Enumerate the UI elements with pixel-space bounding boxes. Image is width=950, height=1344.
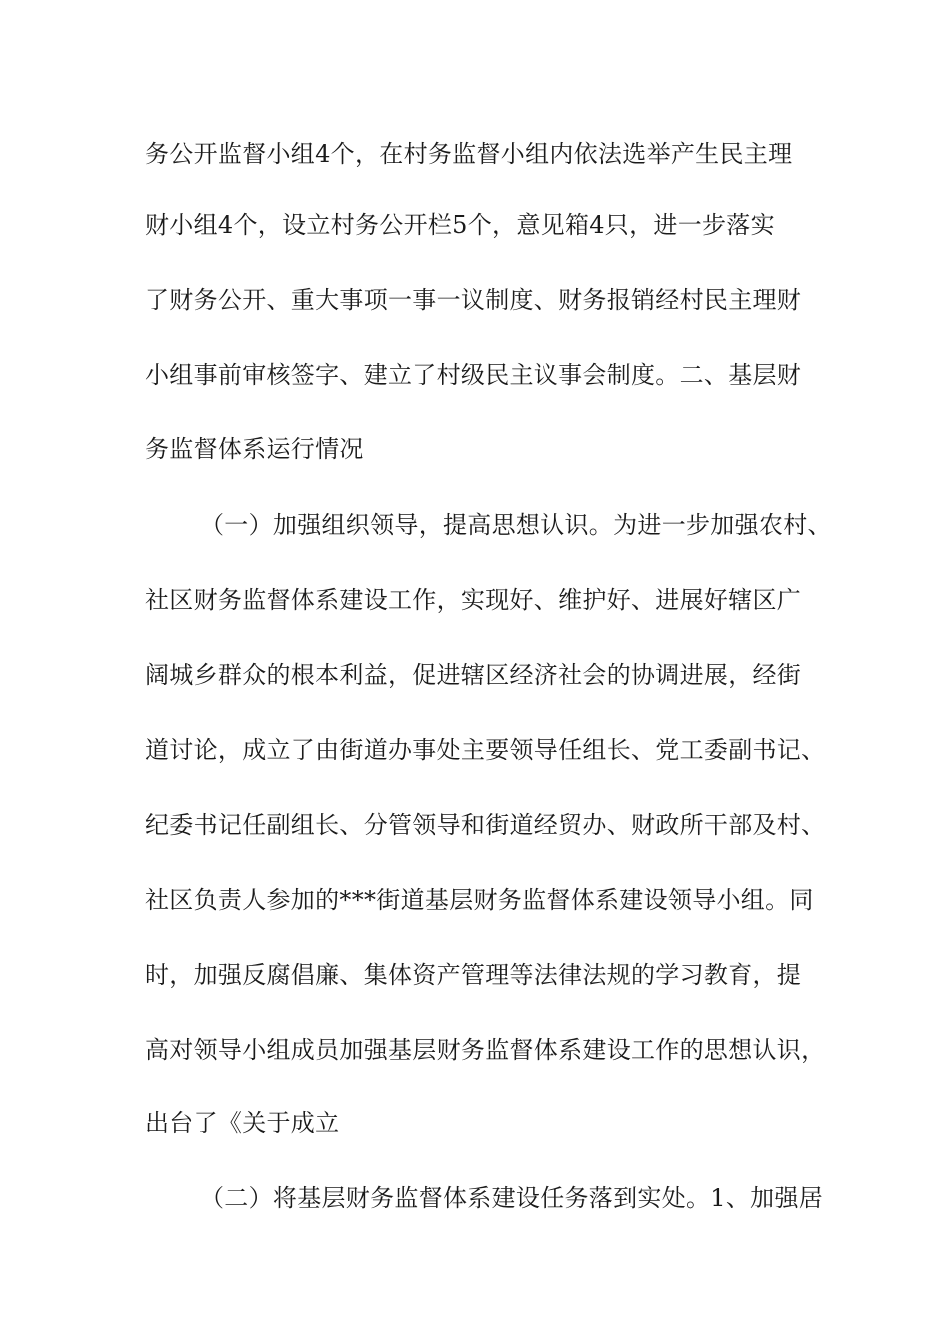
text-line: 道讨论，成立了由街道办事处主要领导任组长、党工委副书记、 bbox=[145, 736, 826, 764]
text-line: 出台了《关于成立 bbox=[145, 1109, 340, 1137]
text-line: 纪委书记任副组长、分管领导和街道经贸办、财政所干部及村、 bbox=[145, 811, 826, 839]
text-line: 财小组4个，设立村务公开栏5个，意见箱4只，进一步落实 bbox=[145, 211, 775, 239]
text-line: 社区财务监督体系建设工作，实现好、维护好、进展好辖区广 bbox=[145, 586, 802, 614]
paragraph-start-line: （一）加强组织领导，提高思想认识。为进一步加强农村、 bbox=[200, 511, 832, 539]
text-line: 高对领导小组成员加强基层财务监督体系建设工作的思想认识， bbox=[145, 1036, 826, 1064]
text-line: 了财务公开、重大事项一事一议制度、财务报销经村民主理财 bbox=[145, 286, 802, 314]
text-line: 务监督体系运行情况 bbox=[145, 435, 364, 463]
text-line: 社区负责人参加的***街道基层财务监督体系建设领导小组。同 bbox=[145, 886, 814, 914]
text-line: 小组事前审核签字、建立了村级民主议事会制度。二、基层财 bbox=[145, 361, 802, 389]
text-line: 阔城乡群众的根本利益，促进辖区经济社会的协调进展，经街 bbox=[145, 661, 802, 689]
text-line: 时，加强反腐倡廉、集体资产管理等法律法规的学习教育，提 bbox=[145, 961, 802, 989]
text-line: 务公开监督小组4个，在村务监督小组内依法选举产生民主理 bbox=[145, 140, 793, 168]
paragraph-start-line: （二）将基层财务监督体系建设任务落到实处。1、加强居 bbox=[200, 1184, 824, 1212]
